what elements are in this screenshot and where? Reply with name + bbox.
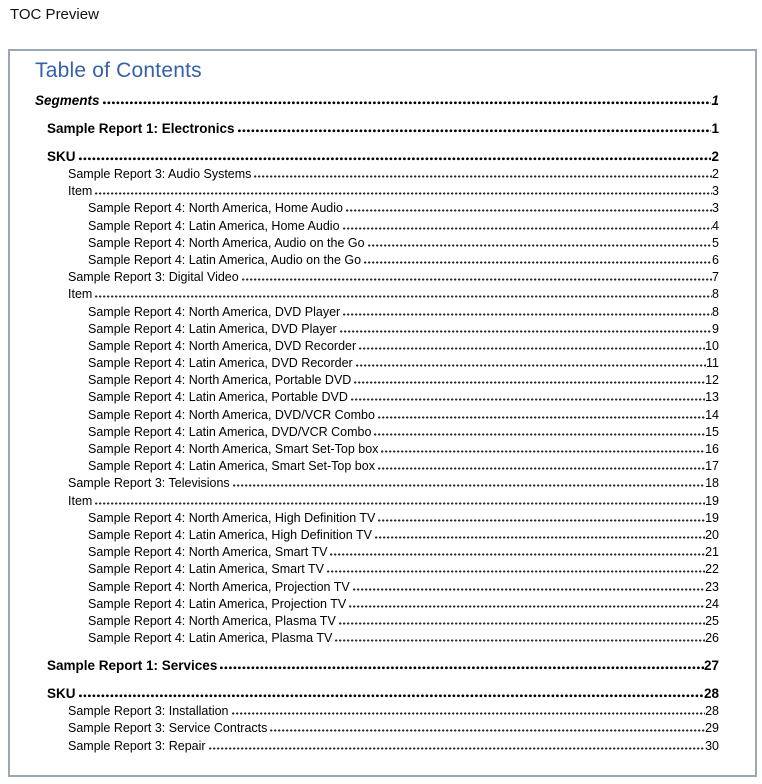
toc-page-number: 7: [712, 270, 719, 285]
toc-entry[interactable]: [35, 390, 719, 407]
toc-heading: Table of Contents: [35, 59, 202, 82]
dot-leader: [378, 467, 705, 470]
toc-page-number: 20: [705, 527, 719, 542]
toc-entry-label: Item: [68, 184, 93, 199]
toc-entry[interactable]: [35, 597, 719, 614]
toc-page-number: 1: [711, 93, 719, 108]
toc-entry-label: Sample Report 3: Televisions: [68, 476, 230, 491]
toc-page-number: 28: [705, 704, 719, 719]
dot-leader: [242, 278, 712, 281]
toc-entry-label: Sample Report 4: Latin America, Smart Set-Top box: [88, 459, 375, 474]
dot-leader: [340, 330, 712, 333]
toc-entry[interactable]: [35, 373, 719, 390]
dot-leader: [351, 398, 705, 401]
toc-page-number: 28: [703, 686, 719, 702]
dot-leader: [238, 129, 712, 133]
toc-page-number: 1: [711, 121, 719, 136]
dot-leader: [381, 450, 705, 453]
toc-entry-label: Segments: [35, 93, 100, 108]
toc-entry[interactable]: [35, 93, 719, 111]
toc-entry-label: Sample Report 4: North America, DVD Player: [88, 304, 341, 319]
toc-entry[interactable]: [35, 459, 719, 476]
dot-leader: [368, 244, 713, 247]
toc-page-number: 21: [705, 545, 719, 560]
toc-entry[interactable]: [35, 494, 719, 511]
toc-entry-label: Sample Report 4: Latin America, Projection TV: [88, 596, 347, 611]
toc-entry[interactable]: [35, 322, 719, 339]
toc-entry-label: Sample Report 3: Service Contracts: [68, 721, 268, 736]
toc-page-number: 26: [705, 631, 719, 646]
toc-entry-label: Sample Report 4: North America, Portable DVD: [88, 373, 352, 388]
toc-page-number: 6: [712, 252, 719, 267]
toc-entry[interactable]: [35, 721, 719, 738]
toc-entry[interactable]: [35, 167, 719, 184]
toc-entry[interactable]: [35, 614, 719, 631]
toc-entry-label: Sample Report 4: North America, Smart TV: [88, 545, 328, 560]
toc-entry-label: Sample Report 4: Latin America, High Definition TV: [88, 527, 372, 542]
toc-entry-label: Sample Report 4: Latin America, DVD Player: [88, 321, 337, 336]
toc-page-number: 19: [705, 510, 719, 525]
dot-leader: [378, 519, 705, 522]
dot-leader: [375, 536, 705, 539]
toc-entry-label: Sample Report 4: Latin America, Home Audio: [88, 218, 340, 233]
toc-entry[interactable]: [35, 201, 719, 218]
dot-leader: [103, 101, 712, 105]
toc-entry[interactable]: [35, 658, 719, 676]
toc-page-number: 4: [712, 218, 719, 233]
toc-page-number: 5: [712, 235, 719, 250]
toc-page-number: 8: [712, 287, 719, 302]
toc-entry-label: Item: [68, 287, 93, 302]
toc-entry[interactable]: [35, 287, 719, 304]
toc-entry-label: Sample Report 4: North America, Audio on the Go: [88, 235, 365, 250]
dot-leader: [95, 502, 705, 505]
toc-entry-label: Sample Report 4: Latin America, DVD/VCR Combo: [88, 424, 372, 439]
toc-entry-label: Sample Report 4: North America, DVD/VCR Combo: [88, 407, 375, 422]
dot-leader: [209, 747, 706, 750]
toc-page-number: 14: [705, 407, 719, 422]
toc-page-number: 11: [706, 356, 719, 371]
toc-entry-label: Item: [68, 493, 93, 508]
toc-entry[interactable]: [35, 339, 719, 356]
toc-entry-label: Sample Report 4: Latin America, Audio on the Go: [88, 252, 362, 267]
toc-entry[interactable]: [35, 686, 719, 704]
toc-entry[interactable]: [35, 121, 719, 139]
toc-entry[interactable]: [35, 631, 719, 648]
toc-page-number: 12: [705, 373, 719, 388]
toc-entry-label: SKU: [47, 686, 76, 702]
toc-page-number: 3: [712, 201, 719, 216]
toc-entry-label: Sample Report 3: Digital Video: [68, 270, 239, 285]
dot-leader: [95, 192, 712, 195]
toc-entry-label: Sample Report 1: Electronics: [47, 121, 235, 136]
dot-leader: [233, 484, 705, 487]
toc-page-number: 22: [705, 562, 719, 577]
toc-entry-label: Sample Report 3: Audio Systems: [68, 167, 252, 181]
toc-entry[interactable]: [35, 219, 719, 236]
toc-entry-label: Sample Report 3: Installation: [68, 704, 229, 719]
toc-entry[interactable]: [35, 545, 719, 562]
toc-entry[interactable]: [35, 528, 719, 545]
toc-page-number: 2: [712, 167, 719, 181]
toc-entry-label: Sample Report 4: Latin America, Plasma TV: [88, 631, 333, 646]
toc-page-number: 25: [705, 613, 719, 628]
toc-entry-label: Sample Report 4: Latin America, DVD Recorder: [88, 356, 353, 371]
toc-page-number: 23: [705, 579, 719, 594]
dot-leader: [356, 364, 706, 367]
toc-entry-label: Sample Report 4: Latin America, Smart TV: [88, 562, 324, 577]
dot-leader: [343, 313, 712, 316]
toc-entry[interactable]: [35, 356, 719, 373]
toc-page-number: 16: [705, 442, 719, 456]
dot-leader: [343, 227, 713, 230]
toc-page-number: 8: [712, 304, 719, 319]
toc-page-number: 9: [712, 321, 719, 336]
dot-leader: [232, 712, 706, 715]
dot-leader: [378, 416, 705, 419]
toc-entry[interactable]: [35, 184, 719, 201]
dot-leader: [374, 433, 705, 436]
toc-page-number: 15: [705, 424, 719, 439]
toc-entry-label: Sample Report 4: North America, Home Audio: [88, 201, 343, 216]
toc-entry[interactable]: [35, 442, 719, 459]
toc-page-number: 24: [705, 596, 719, 611]
dot-leader: [359, 347, 705, 350]
toc-entry-label: Sample Report 4: North America, High Definition TV: [88, 510, 376, 525]
toc-page-number: 13: [705, 390, 719, 405]
toc-page-number: 29: [705, 721, 719, 736]
toc-entry[interactable]: [35, 739, 719, 756]
toc-page-number: 30: [705, 738, 719, 753]
dot-leader: [349, 605, 705, 608]
toc-entry[interactable]: [35, 236, 719, 253]
toc-entry-label: Sample Report 4: North America, Smart Set-Top box: [88, 442, 379, 456]
toc-list: [35, 93, 719, 756]
toc-entry-label: Sample Report 3: Repair: [68, 738, 206, 753]
toc-entry[interactable]: [35, 476, 719, 493]
dot-leader: [346, 209, 712, 212]
toc-page-number: 2: [711, 149, 719, 164]
toc-entry-label: Sample Report 4: North America, Plasma TV: [88, 613, 336, 628]
page-title: TOC Preview: [10, 6, 99, 23]
dot-leader: [79, 157, 712, 161]
toc-entry[interactable]: [35, 425, 719, 442]
toc-entry[interactable]: [35, 270, 719, 287]
toc-entry[interactable]: [35, 149, 719, 167]
dot-leader: [339, 622, 705, 625]
toc-page-number: 17: [705, 459, 719, 474]
dot-leader: [270, 729, 705, 732]
toc-page-number: 27: [703, 658, 719, 674]
toc-page-number: 19: [705, 493, 719, 508]
toc-entry[interactable]: [35, 305, 719, 322]
toc-page-number: 3: [712, 184, 719, 199]
toc-entry-label: SKU: [47, 149, 76, 164]
toc-entry-label: Sample Report 1: Services: [47, 658, 218, 674]
toc-entry[interactable]: [35, 408, 719, 425]
toc-entry[interactable]: [35, 562, 719, 579]
dot-leader: [364, 261, 712, 264]
toc-entry-label: Sample Report 4: Latin America, Portable DVD: [88, 390, 348, 405]
dot-leader: [330, 553, 705, 556]
toc-preview-box: [8, 49, 757, 777]
dot-leader: [254, 175, 712, 178]
toc-entry[interactable]: [35, 580, 719, 597]
toc-page-number: 10: [705, 338, 719, 353]
dot-leader: [327, 570, 705, 573]
dot-leader: [354, 381, 705, 384]
toc-entry-label: Sample Report 4: North America, DVD Recorder: [88, 338, 357, 353]
toc-page-number: 18: [705, 476, 719, 491]
toc-entry[interactable]: [35, 511, 719, 528]
dot-leader: [335, 639, 705, 642]
dot-leader: [95, 295, 712, 298]
toc-entry[interactable]: [35, 704, 719, 721]
dot-leader: [353, 588, 705, 591]
toc-entry[interactable]: [35, 253, 719, 270]
dot-leader: [79, 694, 704, 698]
dot-leader: [220, 666, 704, 670]
toc-entry-label: Sample Report 4: North America, Projection TV: [88, 579, 350, 594]
